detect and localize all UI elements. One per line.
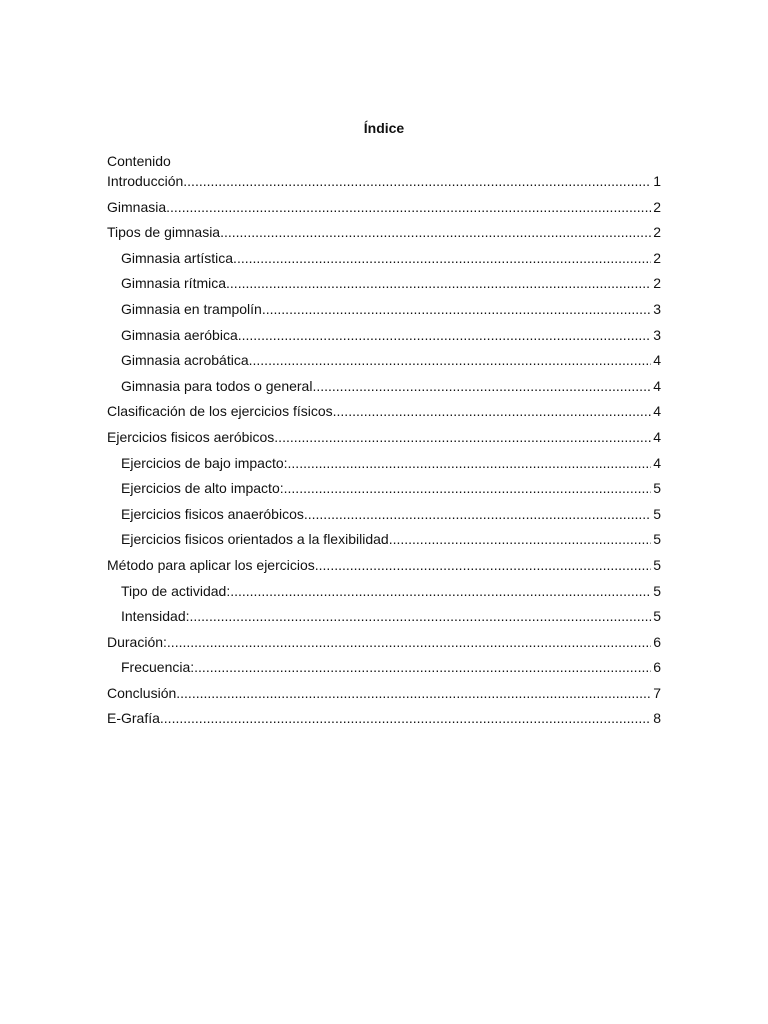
toc-entry[interactable] [107, 454, 661, 480]
toc-entry-page-number: 2 [653, 198, 661, 215]
toc-entry[interactable] [107, 709, 661, 735]
toc-entry-label: Gimnasia rítmica. [121, 275, 230, 292]
toc-entry-page-number: 5 [653, 505, 661, 522]
toc-entry[interactable] [107, 300, 661, 326]
toc-entry[interactable] [107, 377, 661, 403]
toc-entry-label: Ejercicios fisicos orientados a la flexibilidad [121, 531, 389, 548]
toc-entry-page-number: 2 [653, 224, 661, 241]
toc-leader-dots [230, 582, 651, 600]
toc-entry-label: Tipo de actividad: [121, 582, 231, 599]
toc-entry-page-number: 2 [653, 249, 661, 266]
toc-entry-page-number: 4 [653, 352, 661, 369]
toc-entry[interactable] [107, 684, 661, 710]
toc-entry[interactable] [107, 198, 661, 224]
toc-leader-dots [315, 556, 651, 574]
toc-leader-dots [288, 454, 652, 472]
toc-entry[interactable] [107, 402, 661, 428]
toc-leader-dots [160, 709, 651, 727]
toc-entry-page-number: 4 [653, 454, 661, 471]
toc-entry[interactable] [107, 479, 661, 505]
toc-entry-page-number: 4 [653, 377, 661, 394]
toc-leader-dots [274, 428, 651, 446]
table-of-contents [107, 172, 661, 735]
toc-entry[interactable] [107, 505, 661, 531]
toc-entry-label: Ejercicios fisicos aeróbicos [107, 428, 275, 445]
toc-entry-label: Método para aplicar los ejercicios [107, 556, 315, 573]
toc-entry-page-number: 8 [653, 710, 661, 727]
toc-leader-dots [266, 300, 651, 318]
toc-leader-dots [253, 351, 652, 369]
toc-entry-label: Ejercicios de alto impacto: [121, 480, 284, 497]
toc-entry[interactable] [107, 428, 661, 454]
toc-entry-label: Tipos de gimnasia [107, 224, 221, 241]
toc-entry-label: Gimnasia artística. [121, 249, 237, 266]
toc-entry-page-number: 7 [653, 684, 661, 701]
toc-entry-label: Gimnasia aeróbica. [121, 326, 242, 343]
toc-leader-dots [176, 684, 651, 702]
toc-entry-label: Gimnasia para todos o general. [121, 377, 317, 394]
toc-entry-page-number: 5 [653, 608, 661, 625]
toc-leader-dots [284, 479, 652, 497]
toc-entry-page-number: 5 [653, 480, 661, 497]
toc-leader-dots [167, 633, 651, 651]
toc-entry-page-number: 3 [653, 300, 661, 317]
toc-entry[interactable] [107, 249, 661, 275]
toc-leader-dots [230, 274, 651, 292]
toc-entry[interactable] [107, 658, 661, 684]
toc-entry[interactable] [107, 633, 661, 659]
toc-subtitle: Contenido [107, 153, 171, 169]
toc-entry[interactable] [107, 582, 661, 608]
toc-entry-page-number: 2 [653, 275, 661, 292]
toc-entry-label: Introducción [107, 173, 184, 189]
toc-leader-dots [194, 658, 651, 676]
toc-entry-page-number: 6 [653, 659, 661, 676]
toc-entry-label: Clasificación de los ejercicios físicos [107, 403, 333, 420]
toc-entry-page-number: 4 [653, 428, 661, 445]
toc-leader-dots [166, 198, 651, 216]
toc-entry-label: Frecuencia: [121, 659, 195, 676]
toc-leader-dots [389, 530, 652, 548]
toc-entry[interactable] [107, 351, 661, 377]
toc-leader-dots [190, 607, 652, 625]
toc-entry-page-number: 5 [653, 531, 661, 548]
toc-entry[interactable] [107, 326, 661, 352]
toc-entry-page-number: 3 [653, 326, 661, 343]
toc-leader-dots [237, 249, 651, 267]
toc-leader-dots [316, 377, 651, 395]
toc-entry[interactable] [107, 607, 661, 633]
toc-leader-dots [333, 402, 652, 420]
toc-leader-dots [242, 326, 652, 344]
toc-entry-label: Gimnasia [107, 198, 167, 215]
toc-entry-label: E-Grafía [107, 710, 160, 727]
toc-entry-label: Ejercicios de bajo impacto: [121, 454, 288, 471]
toc-entry-label: Ejercicios fisicos anaeróbicos [121, 505, 304, 522]
toc-entry-page-number: 5 [653, 582, 661, 599]
page-title: Índice [363, 120, 405, 136]
toc-entry-label: Conclusión [107, 684, 177, 701]
toc-entry[interactable] [107, 223, 661, 249]
toc-entry-label: Duración: [107, 633, 167, 650]
toc-entry-page-number: 6 [653, 633, 661, 650]
toc-entry[interactable] [107, 556, 661, 582]
toc-leader-dots [183, 172, 651, 190]
toc-entry-page-number: 4 [653, 403, 661, 420]
toc-entry[interactable] [107, 274, 661, 300]
toc-entry-label: Gimnasia en trampolín. [121, 300, 266, 317]
toc-entry-page-number: 1 [653, 173, 661, 189]
toc-entry-label: Intensidad: [121, 608, 190, 625]
toc-entry[interactable] [107, 172, 661, 198]
toc-entry[interactable] [107, 530, 661, 556]
toc-entry-page-number: 5 [653, 556, 661, 573]
toc-leader-dots [220, 223, 651, 241]
toc-leader-dots [304, 505, 651, 523]
toc-entry-label: Gimnasia acrobática. [121, 352, 253, 369]
